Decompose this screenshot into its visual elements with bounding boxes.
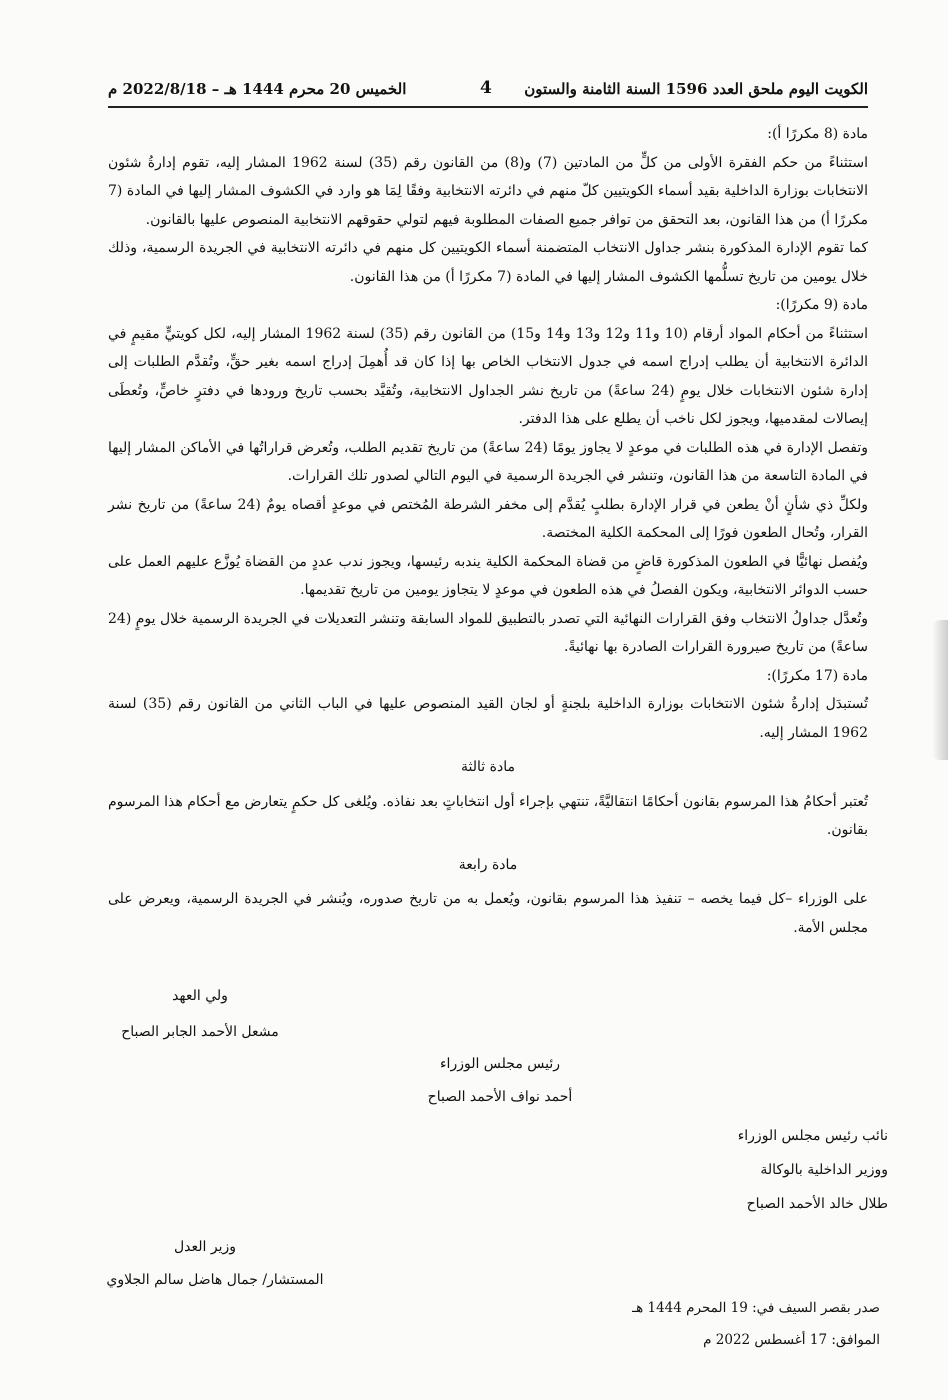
- article-9-paragraph-2: وتفصل الإدارة في هذه الطلبات في موعدٍ لا يجاوز يومًا (24 ساعةً) من تاريخ تقديم الطلب، وتُعرض قراراتُها في الأماكن المشار إليها في المادة التاسعة من هذا القانون، وتنشر في الجريدة الرسمية في اليوم التالي لصدور تلك القرارات.: [108, 439, 868, 484]
- article-8-title: مادة (8 مكررًا أ):: [767, 126, 868, 142]
- justice-minister-title: وزير العدل: [173, 1239, 237, 1255]
- article-fourth-paragraph: على الوزراء –كل فيما يخصه – تنفيذ هذا المرسوم بقانون، ويُعمل به من تاريخ صدوره، ويُنشر في الجريدة الرسمية، ويعرض على مجلس الأمة.: [108, 891, 868, 936]
- article-8-paragraph-1: استثناءً من حكم الفقرة الأولى من كلٍّ من المادتين (7) و(8) من القانون رقم (35) لسنة 1962 المشار إليه، تقوم إدارةُ شئون الانتخابات بوزارة الداخلية بقيد أسماء الكويتيين كلّ منهم في دائرته الانتخابية وفقًا لِمَا هو وارد في الكشوف المشار إليها في المادة (7 مكررًا أ) من هذا القانون، بعد التحقق من توافر جميع الصفات المطلوبة فيهم لتولي حقوقهم الانتخابية المنصوص عليها بالقانون.: [108, 154, 868, 228]
- article-17-paragraph-1: تُستبدَل إدارةُ شئون الانتخابات بوزارة الداخلية بلجنةٍ أو لجان القيد المنصوص عليها في الباب الثاني من القانون رقم (35) لسنة 1962 المشار إليه.: [108, 696, 868, 741]
- header-divider: [108, 106, 868, 108]
- article-9-paragraph-5: وتُعدَّل جداولُ الانتخاب وفق القرارات النهائية التي تصدر بالتطبيق للمواد السابقة وتنشر التعديلات في الجريدة الرسمية خلال يومٍ (24 ساعةً) من تاريخ صيرورة القرارات الصادرة بها نهائيةً.: [108, 610, 868, 655]
- deputy-pm-title: نائب رئيس مجلس الوزراء: [737, 1128, 888, 1144]
- article-17-title: مادة (17 مكررًا):: [766, 667, 868, 684]
- article-9-title: مادة (9 مكررًا):: [775, 297, 868, 313]
- header-publication: الكويت اليوم ملحق العدد 1596 السنة الثامنة والستون: [524, 80, 868, 98]
- crown-prince-title: ولي العهد: [172, 988, 228, 1004]
- article-9-paragraph-1: استثناءً من أحكام المواد أرقام (10 و11 و12 و13 و14 و15) من القانون رقم (35) لسنة 1962 المشار إليه، لكل كويتيٍّ مقيمٍ في الدائرة الانتخابية أن يطلب إدراج اسمه في جدول الانتخاب الخاص بها إذا كان قد أُهمِلَ إدراج اسمه بغير حقٍّ، وتُقدَّم الطلبات إلى إدارة شئون الانتخابات خلال يومٍ (24 ساعةً) من تاريخ نشر الجداول الانتخابية، وتُقيَّد بحسب تاريخ ورودها في دفترٍ خاصٍّ، وتُعطَى إيصالات لمقدميها، ويجوز لكل ناخب أن يطلع على هذا الدفتر.: [108, 325, 868, 427]
- issue-date: صدر بقصر السيف في: 19 المحرم 1444 هـ: [632, 1300, 880, 1316]
- article-fourth-title: مادة رابعة: [458, 856, 518, 873]
- decree-text: [108, 120, 868, 942]
- prime-minister-title: رئيس مجلس الوزراء: [439, 1056, 561, 1072]
- interior-minister-title: ووزير الداخلية بالوكالة: [760, 1162, 888, 1178]
- crown-prince-name: مشعل الأحمد الجابر الصباح: [121, 1024, 279, 1040]
- page-edge-shadow: [932, 620, 948, 760]
- prime-minister-name: أحمد نواف الأحمد الصباح: [427, 1089, 573, 1105]
- deputy-pm-name: طلال خالد الأحمد الصباح: [746, 1196, 888, 1212]
- article-9-paragraph-4: ويُفصل نهائيًّا في الطعون المذكورة قاضٍ من قضاة المحكمة الكلية يندبه رئيسها، ويجوز ندب عددٍ من القضاة يُوزَّع عليهم العمل على حسب الدوائر الانتخابية، ويكون الفصلُ في هذه الطعون في موعدٍ لا يتجاوز يومين من تاريخ تقديمها.: [108, 553, 869, 598]
- article-8-paragraph-2: كما تقوم الإدارة المذكورة بنشر جداول الانتخاب المتضمنة أسماء الكويتيين كل منهم في دائرته الانتخابية في الجريدة الرسمية، وذلك خلال يومين من تاريخ تسلُّمها الكشوف المشار إليها في المادة (7 مكررًا أ) من هذا القانون.: [108, 240, 868, 285]
- page-number: 4: [480, 78, 492, 98]
- corresponding-date: الموافق: 17 أغسطس 2022 م: [703, 1332, 880, 1348]
- article-third-title: مادة ثالثة: [461, 759, 515, 775]
- page-header: [108, 76, 868, 104]
- article-third-paragraph: تُعتبر أحكامُ هذا المرسوم بقانون أحكامًا انتقاليَّةً، تنتهي بإجراء أول انتخاباتٍ بعد نفاذه. ويُلغى كل حكمٍ يتعارض مع أحكام هذا المرسوم بقانون.: [108, 793, 868, 838]
- article-9-paragraph-3: ولكلِّ ذي شأنٍ أنْ يطعن في قرار الإدارة بطلبٍ يُقدَّم إلى مخفر الشرطة المُختص في موعدٍ أقصاه يومٌ (24 ساعةً) من تاريخ نشر القرار، وتُحال الطعون فورًا إلى المحكمة الكلية المختصة.: [108, 496, 868, 541]
- header-date: الخميس 20 محرم 1444 هـ – 2022/8/18 م: [108, 80, 407, 98]
- justice-minister-name: المستشار/ جمال هاضل سالم الجلاوي: [106, 1272, 324, 1288]
